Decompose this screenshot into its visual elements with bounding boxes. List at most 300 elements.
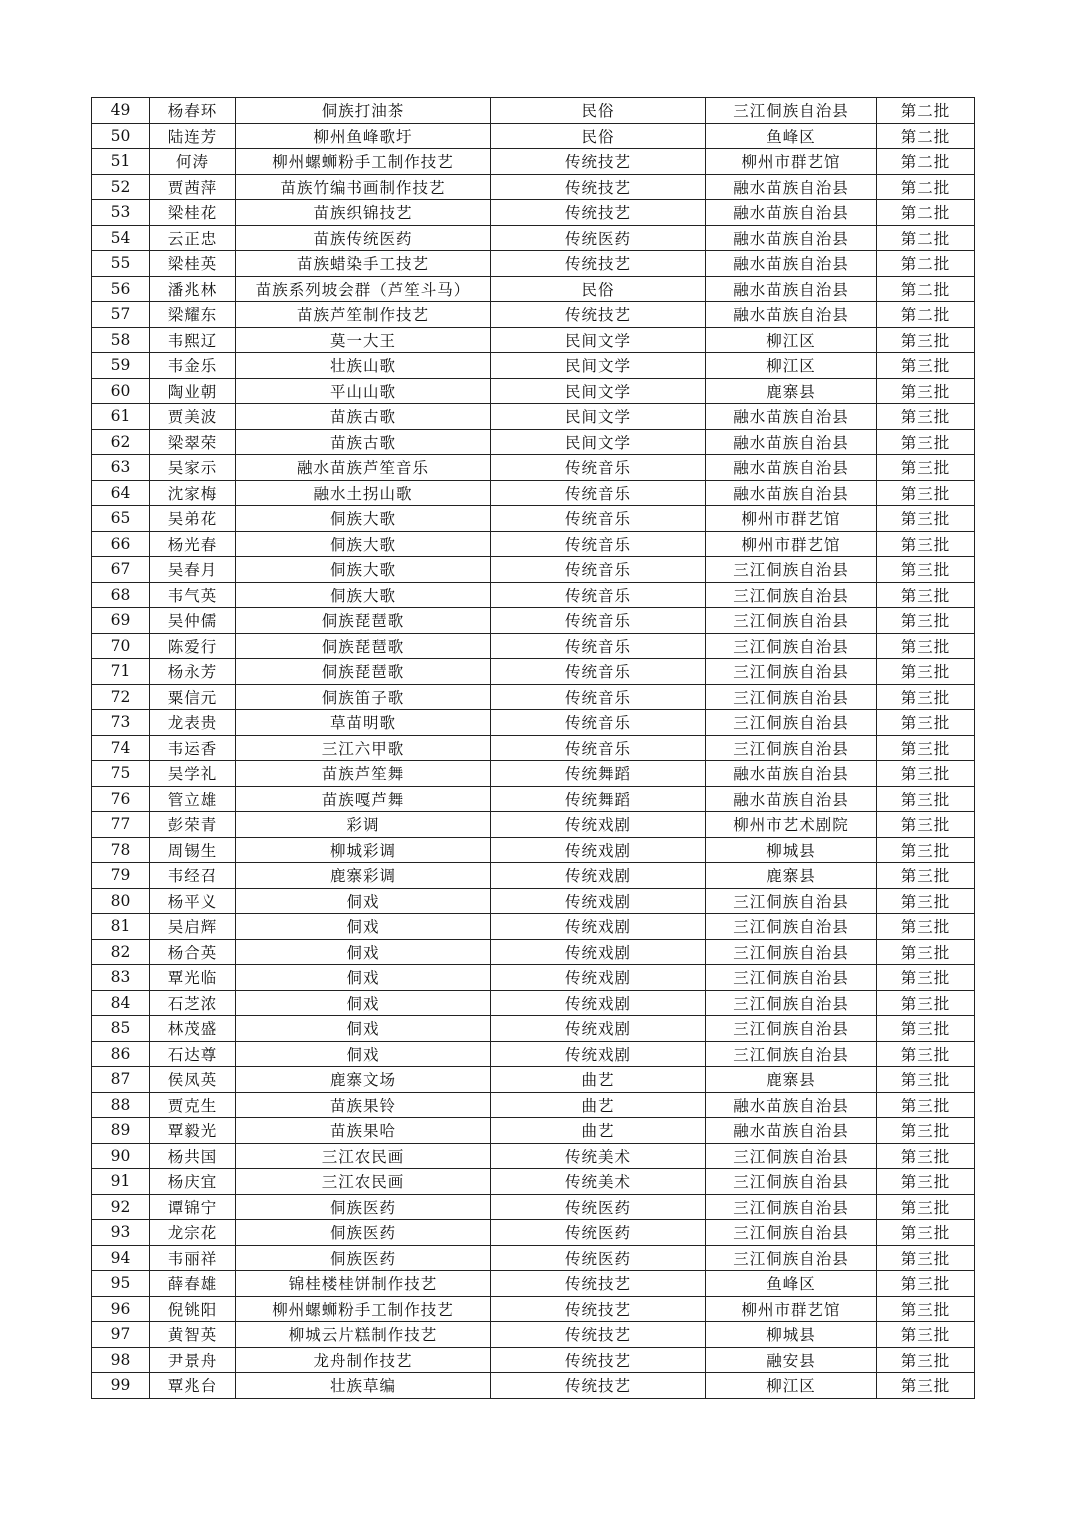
- project-name-cell: 鹿寨文场: [236, 1067, 491, 1093]
- region-cell: 柳州市群艺馆: [706, 506, 877, 532]
- category-cell: 民间文学: [491, 404, 706, 430]
- project-name-cell: 壮族草编: [236, 1373, 491, 1399]
- inheritor-name-cell: 韦丽祥: [150, 1245, 236, 1271]
- batch-cell: 第三批: [877, 786, 975, 812]
- row-number-cell: 53: [92, 200, 150, 226]
- batch-cell: 第二批: [877, 98, 975, 124]
- row-number-cell: 91: [92, 1169, 150, 1195]
- row-number-cell: 55: [92, 251, 150, 277]
- region-cell: 柳州市群艺馆: [706, 149, 877, 175]
- batch-cell: 第三批: [877, 684, 975, 710]
- batch-cell: 第三批: [877, 1016, 975, 1042]
- region-cell: 三江侗族自治县: [706, 1041, 877, 1067]
- inheritor-name-cell: 陆连芳: [150, 123, 236, 149]
- table-row: [92, 786, 975, 812]
- category-cell: 传统医药: [491, 1245, 706, 1271]
- inheritor-name-cell: 何涛: [150, 149, 236, 175]
- inheritor-name-cell: 管立雄: [150, 786, 236, 812]
- row-number-cell: 97: [92, 1322, 150, 1348]
- row-number-cell: 52: [92, 174, 150, 200]
- table-row: [92, 378, 975, 404]
- table-row: [92, 123, 975, 149]
- table-row: [92, 863, 975, 889]
- row-number-cell: 90: [92, 1143, 150, 1169]
- batch-cell: 第三批: [877, 659, 975, 685]
- inheritor-name-cell: 韦运香: [150, 735, 236, 761]
- inheritor-name-cell: 杨庆宜: [150, 1169, 236, 1195]
- batch-cell: 第三批: [877, 557, 975, 583]
- batch-cell: 第三批: [877, 429, 975, 455]
- row-number-cell: 83: [92, 965, 150, 991]
- inheritor-name-cell: 覃毅光: [150, 1118, 236, 1144]
- row-number-cell: 86: [92, 1041, 150, 1067]
- table-row: [92, 200, 975, 226]
- inheritor-name-cell: 薛春雄: [150, 1271, 236, 1297]
- row-number-cell: 78: [92, 837, 150, 863]
- row-number-cell: 75: [92, 761, 150, 787]
- batch-cell: 第三批: [877, 863, 975, 889]
- inheritor-name-cell: 梁桂花: [150, 200, 236, 226]
- table-row: [92, 1245, 975, 1271]
- row-number-cell: 87: [92, 1067, 150, 1093]
- category-cell: 传统戏剧: [491, 863, 706, 889]
- category-cell: 曲艺: [491, 1067, 706, 1093]
- row-number-cell: 73: [92, 710, 150, 736]
- row-number-cell: 95: [92, 1271, 150, 1297]
- table-row: [92, 404, 975, 430]
- project-name-cell: 苗族果哈: [236, 1118, 491, 1144]
- region-cell: 三江侗族自治县: [706, 965, 877, 991]
- table-row: [92, 506, 975, 532]
- row-number-cell: 59: [92, 353, 150, 379]
- region-cell: 三江侗族自治县: [706, 582, 877, 608]
- project-name-cell: 侗族医药: [236, 1194, 491, 1220]
- inheritor-name-cell: 梁桂英: [150, 251, 236, 277]
- table-row: [92, 1143, 975, 1169]
- inheritor-name-cell: 杨合英: [150, 939, 236, 965]
- batch-cell: 第三批: [877, 837, 975, 863]
- row-number-cell: 61: [92, 404, 150, 430]
- region-cell: 三江侗族自治县: [706, 1016, 877, 1042]
- region-cell: 三江侗族自治县: [706, 1169, 877, 1195]
- inheritor-name-cell: 贾美波: [150, 404, 236, 430]
- row-number-cell: 81: [92, 914, 150, 940]
- inheritor-name-cell: 覃兆台: [150, 1373, 236, 1399]
- category-cell: 传统戏剧: [491, 965, 706, 991]
- inheritor-name-cell: 石芝浓: [150, 990, 236, 1016]
- category-cell: 民间文学: [491, 429, 706, 455]
- table-row: [92, 1016, 975, 1042]
- batch-cell: 第三批: [877, 710, 975, 736]
- table-row: [92, 276, 975, 302]
- region-cell: 三江侗族自治县: [706, 1220, 877, 1246]
- category-cell: 传统技艺: [491, 200, 706, 226]
- category-cell: 传统音乐: [491, 582, 706, 608]
- table-row: [92, 608, 975, 634]
- category-cell: 传统戏剧: [491, 990, 706, 1016]
- region-cell: 柳江区: [706, 1373, 877, 1399]
- row-number-cell: 80: [92, 888, 150, 914]
- category-cell: 传统美术: [491, 1143, 706, 1169]
- category-cell: 传统技艺: [491, 1296, 706, 1322]
- project-name-cell: 柳州螺蛳粉手工制作技艺: [236, 1296, 491, 1322]
- category-cell: 传统技艺: [491, 251, 706, 277]
- category-cell: 传统音乐: [491, 557, 706, 583]
- region-cell: 鹿寨县: [706, 863, 877, 889]
- project-name-cell: 苗族竹编书画制作技艺: [236, 174, 491, 200]
- inheritor-name-cell: 杨光春: [150, 531, 236, 557]
- region-cell: 融水苗族自治县: [706, 404, 877, 430]
- batch-cell: 第二批: [877, 149, 975, 175]
- row-number-cell: 88: [92, 1092, 150, 1118]
- table-row: [92, 98, 975, 124]
- batch-cell: 第三批: [877, 990, 975, 1016]
- batch-cell: 第三批: [877, 1347, 975, 1373]
- project-name-cell: 侗戏: [236, 990, 491, 1016]
- category-cell: 民俗: [491, 276, 706, 302]
- batch-cell: 第三批: [877, 888, 975, 914]
- region-cell: 融水苗族自治县: [706, 200, 877, 226]
- project-name-cell: 侗族琵琶歌: [236, 659, 491, 685]
- category-cell: 民间文学: [491, 378, 706, 404]
- inheritor-name-cell: 韦气英: [150, 582, 236, 608]
- table-row: [92, 990, 975, 1016]
- category-cell: 传统音乐: [491, 506, 706, 532]
- batch-cell: 第三批: [877, 506, 975, 532]
- inheritor-name-cell: 吴学礼: [150, 761, 236, 787]
- row-number-cell: 85: [92, 1016, 150, 1042]
- category-cell: 传统技艺: [491, 1271, 706, 1297]
- project-name-cell: 侗戏: [236, 1016, 491, 1042]
- project-name-cell: 龙舟制作技艺: [236, 1347, 491, 1373]
- table-row: [92, 812, 975, 838]
- region-cell: 三江侗族自治县: [706, 608, 877, 634]
- region-cell: 三江侗族自治县: [706, 735, 877, 761]
- inheritor-name-cell: 杨平义: [150, 888, 236, 914]
- category-cell: 传统戏剧: [491, 812, 706, 838]
- table-row: [92, 1092, 975, 1118]
- table-row: [92, 1220, 975, 1246]
- region-cell: 柳州市群艺馆: [706, 1296, 877, 1322]
- row-number-cell: 71: [92, 659, 150, 685]
- region-cell: 融水苗族自治县: [706, 1118, 877, 1144]
- table-row: [92, 1271, 975, 1297]
- table-row: [92, 225, 975, 251]
- table-row: [92, 1194, 975, 1220]
- inheritor-name-cell: 尹景舟: [150, 1347, 236, 1373]
- row-number-cell: 67: [92, 557, 150, 583]
- project-name-cell: 苗族芦笙制作技艺: [236, 302, 491, 328]
- inheritor-name-cell: 石达尊: [150, 1041, 236, 1067]
- project-name-cell: 柳州鱼峰歌圩: [236, 123, 491, 149]
- inheritor-name-cell: 贾克生: [150, 1092, 236, 1118]
- region-cell: 三江侗族自治县: [706, 990, 877, 1016]
- region-cell: 融水苗族自治县: [706, 455, 877, 481]
- category-cell: 传统音乐: [491, 710, 706, 736]
- category-cell: 民俗: [491, 123, 706, 149]
- category-cell: 传统音乐: [491, 633, 706, 659]
- table-row: [92, 174, 975, 200]
- inheritor-name-cell: 韦熙辽: [150, 327, 236, 353]
- region-cell: 三江侗族自治县: [706, 1194, 877, 1220]
- project-name-cell: 彩调: [236, 812, 491, 838]
- table-row: [92, 429, 975, 455]
- region-cell: 三江侗族自治县: [706, 98, 877, 124]
- row-number-cell: 57: [92, 302, 150, 328]
- inheritor-name-cell: 粟信元: [150, 684, 236, 710]
- row-number-cell: 56: [92, 276, 150, 302]
- table-row: [92, 557, 975, 583]
- inheritor-name-cell: 梁耀东: [150, 302, 236, 328]
- region-cell: 三江侗族自治县: [706, 1245, 877, 1271]
- project-name-cell: 苗族果铃: [236, 1092, 491, 1118]
- batch-cell: 第三批: [877, 1245, 975, 1271]
- table-row: [92, 939, 975, 965]
- category-cell: 传统技艺: [491, 1373, 706, 1399]
- project-name-cell: 三江农民画: [236, 1169, 491, 1195]
- inheritor-name-cell: 谭锦宁: [150, 1194, 236, 1220]
- table-row: [92, 1067, 975, 1093]
- category-cell: 民间文学: [491, 353, 706, 379]
- region-cell: 柳城县: [706, 837, 877, 863]
- project-name-cell: 侗戏: [236, 914, 491, 940]
- category-cell: 传统舞蹈: [491, 761, 706, 787]
- project-name-cell: 柳城云片糕制作技艺: [236, 1322, 491, 1348]
- project-name-cell: 侗族打油茶: [236, 98, 491, 124]
- region-cell: 鱼峰区: [706, 123, 877, 149]
- row-number-cell: 74: [92, 735, 150, 761]
- region-cell: 融水苗族自治县: [706, 761, 877, 787]
- project-name-cell: 侗族大歌: [236, 557, 491, 583]
- project-name-cell: 侗戏: [236, 888, 491, 914]
- row-number-cell: 60: [92, 378, 150, 404]
- region-cell: 鹿寨县: [706, 378, 877, 404]
- inheritor-name-cell: 吴家示: [150, 455, 236, 481]
- table-row: [92, 1347, 975, 1373]
- project-name-cell: 三江六甲歌: [236, 735, 491, 761]
- project-name-cell: 融水土拐山歌: [236, 480, 491, 506]
- batch-cell: 第三批: [877, 914, 975, 940]
- batch-cell: 第三批: [877, 761, 975, 787]
- project-name-cell: 柳城彩调: [236, 837, 491, 863]
- category-cell: 传统戏剧: [491, 1041, 706, 1067]
- region-cell: 柳江区: [706, 353, 877, 379]
- table-row: [92, 1322, 975, 1348]
- region-cell: 融水苗族自治县: [706, 251, 877, 277]
- project-name-cell: 苗族蜡染手工技艺: [236, 251, 491, 277]
- table-row: [92, 684, 975, 710]
- inheritor-name-cell: 吴春月: [150, 557, 236, 583]
- category-cell: 传统医药: [491, 1194, 706, 1220]
- row-number-cell: 62: [92, 429, 150, 455]
- row-number-cell: 66: [92, 531, 150, 557]
- batch-cell: 第二批: [877, 200, 975, 226]
- row-number-cell: 69: [92, 608, 150, 634]
- table-row: [92, 149, 975, 175]
- batch-cell: 第三批: [877, 812, 975, 838]
- region-cell: 三江侗族自治县: [706, 633, 877, 659]
- row-number-cell: 89: [92, 1118, 150, 1144]
- inheritor-name-cell: 龙宗花: [150, 1220, 236, 1246]
- heritage-inheritors-table: [91, 97, 975, 1399]
- project-name-cell: 苗族芦笙舞: [236, 761, 491, 787]
- region-cell: 三江侗族自治县: [706, 914, 877, 940]
- category-cell: 传统音乐: [491, 684, 706, 710]
- table-row: [92, 761, 975, 787]
- table-row: [92, 480, 975, 506]
- table-row: [92, 888, 975, 914]
- category-cell: 传统音乐: [491, 480, 706, 506]
- category-cell: 传统音乐: [491, 735, 706, 761]
- batch-cell: 第三批: [877, 633, 975, 659]
- project-name-cell: 侗族医药: [236, 1220, 491, 1246]
- batch-cell: 第三批: [877, 1271, 975, 1297]
- region-cell: 融水苗族自治县: [706, 1092, 877, 1118]
- project-name-cell: 苗族织锦技艺: [236, 200, 491, 226]
- batch-cell: 第三批: [877, 531, 975, 557]
- row-number-cell: 64: [92, 480, 150, 506]
- project-name-cell: 柳州螺蛳粉手工制作技艺: [236, 149, 491, 175]
- table-row: [92, 302, 975, 328]
- project-name-cell: 苗族嘎芦舞: [236, 786, 491, 812]
- category-cell: 传统戏剧: [491, 1016, 706, 1042]
- batch-cell: 第三批: [877, 1067, 975, 1093]
- batch-cell: 第三批: [877, 1143, 975, 1169]
- project-name-cell: 平山山歌: [236, 378, 491, 404]
- table-row: [92, 735, 975, 761]
- project-name-cell: 三江农民画: [236, 1143, 491, 1169]
- category-cell: 传统戏剧: [491, 939, 706, 965]
- table-body: [92, 98, 975, 1399]
- batch-cell: 第三批: [877, 939, 975, 965]
- project-name-cell: 侗族医药: [236, 1245, 491, 1271]
- row-number-cell: 72: [92, 684, 150, 710]
- category-cell: 传统戏剧: [491, 888, 706, 914]
- row-number-cell: 50: [92, 123, 150, 149]
- inheritor-name-cell: 吴启辉: [150, 914, 236, 940]
- table-row: [92, 531, 975, 557]
- project-name-cell: 侗戏: [236, 1041, 491, 1067]
- batch-cell: 第三批: [877, 327, 975, 353]
- batch-cell: 第三批: [877, 582, 975, 608]
- region-cell: 融安县: [706, 1347, 877, 1373]
- table-row: [92, 633, 975, 659]
- table-row: [92, 1169, 975, 1195]
- region-cell: 融水苗族自治县: [706, 276, 877, 302]
- inheritor-name-cell: 龙表贵: [150, 710, 236, 736]
- category-cell: 民间文学: [491, 327, 706, 353]
- inheritor-name-cell: 彭荣青: [150, 812, 236, 838]
- project-name-cell: 侗族大歌: [236, 531, 491, 557]
- table-row: [92, 582, 975, 608]
- table-row: [92, 965, 975, 991]
- inheritor-name-cell: 吴仲儒: [150, 608, 236, 634]
- table-row: [92, 1041, 975, 1067]
- project-name-cell: 侗戏: [236, 965, 491, 991]
- category-cell: 传统医药: [491, 225, 706, 251]
- table-row: [92, 837, 975, 863]
- category-cell: 传统戏剧: [491, 837, 706, 863]
- row-number-cell: 77: [92, 812, 150, 838]
- category-cell: 传统音乐: [491, 455, 706, 481]
- category-cell: 传统技艺: [491, 1347, 706, 1373]
- project-name-cell: 草苗明歌: [236, 710, 491, 736]
- project-name-cell: 侗戏: [236, 939, 491, 965]
- category-cell: 传统音乐: [491, 531, 706, 557]
- table-row: [92, 251, 975, 277]
- batch-cell: 第三批: [877, 1092, 975, 1118]
- row-number-cell: 54: [92, 225, 150, 251]
- category-cell: 传统医药: [491, 1220, 706, 1246]
- project-name-cell: 融水苗族芦笙音乐: [236, 455, 491, 481]
- inheritor-name-cell: 梁翠荣: [150, 429, 236, 455]
- table-row: [92, 914, 975, 940]
- batch-cell: 第三批: [877, 1118, 975, 1144]
- inheritor-name-cell: 沈家梅: [150, 480, 236, 506]
- table-row: [92, 659, 975, 685]
- category-cell: 传统技艺: [491, 149, 706, 175]
- row-number-cell: 82: [92, 939, 150, 965]
- batch-cell: 第二批: [877, 302, 975, 328]
- region-cell: 融水苗族自治县: [706, 786, 877, 812]
- row-number-cell: 79: [92, 863, 150, 889]
- batch-cell: 第三批: [877, 965, 975, 991]
- project-name-cell: 侗族笛子歌: [236, 684, 491, 710]
- inheritor-name-cell: 吴弟花: [150, 506, 236, 532]
- category-cell: 传统美术: [491, 1169, 706, 1195]
- region-cell: 融水苗族自治县: [706, 225, 877, 251]
- table-row: [92, 353, 975, 379]
- region-cell: 柳江区: [706, 327, 877, 353]
- category-cell: 传统技艺: [491, 302, 706, 328]
- category-cell: 民俗: [491, 98, 706, 124]
- inheritor-name-cell: 韦经召: [150, 863, 236, 889]
- project-name-cell: 鹿寨彩调: [236, 863, 491, 889]
- category-cell: 传统舞蹈: [491, 786, 706, 812]
- batch-cell: 第二批: [877, 276, 975, 302]
- batch-cell: 第三批: [877, 480, 975, 506]
- batch-cell: 第三批: [877, 353, 975, 379]
- project-name-cell: 侗族琵琶歌: [236, 633, 491, 659]
- project-name-cell: 苗族古歌: [236, 429, 491, 455]
- region-cell: 融水苗族自治县: [706, 302, 877, 328]
- table-row: [92, 1373, 975, 1399]
- row-number-cell: 68: [92, 582, 150, 608]
- row-number-cell: 99: [92, 1373, 150, 1399]
- row-number-cell: 58: [92, 327, 150, 353]
- region-cell: 鹿寨县: [706, 1067, 877, 1093]
- inheritor-name-cell: 陈爱行: [150, 633, 236, 659]
- region-cell: 鱼峰区: [706, 1271, 877, 1297]
- project-name-cell: 苗族传统医药: [236, 225, 491, 251]
- batch-cell: 第三批: [877, 735, 975, 761]
- category-cell: 传统技艺: [491, 174, 706, 200]
- inheritor-name-cell: 韦金乐: [150, 353, 236, 379]
- table-row: [92, 710, 975, 736]
- project-name-cell: 莫一大王: [236, 327, 491, 353]
- project-name-cell: 侗族琵琶歌: [236, 608, 491, 634]
- row-number-cell: 76: [92, 786, 150, 812]
- inheritor-name-cell: 陶业朝: [150, 378, 236, 404]
- project-name-cell: 锦桂楼桂饼制作技艺: [236, 1271, 491, 1297]
- category-cell: 曲艺: [491, 1118, 706, 1144]
- region-cell: 柳州市群艺馆: [706, 531, 877, 557]
- inheritor-name-cell: 倪铫阳: [150, 1296, 236, 1322]
- table-row: [92, 327, 975, 353]
- project-name-cell: 侗族大歌: [236, 582, 491, 608]
- inheritor-name-cell: 周锡生: [150, 837, 236, 863]
- batch-cell: 第三批: [877, 1296, 975, 1322]
